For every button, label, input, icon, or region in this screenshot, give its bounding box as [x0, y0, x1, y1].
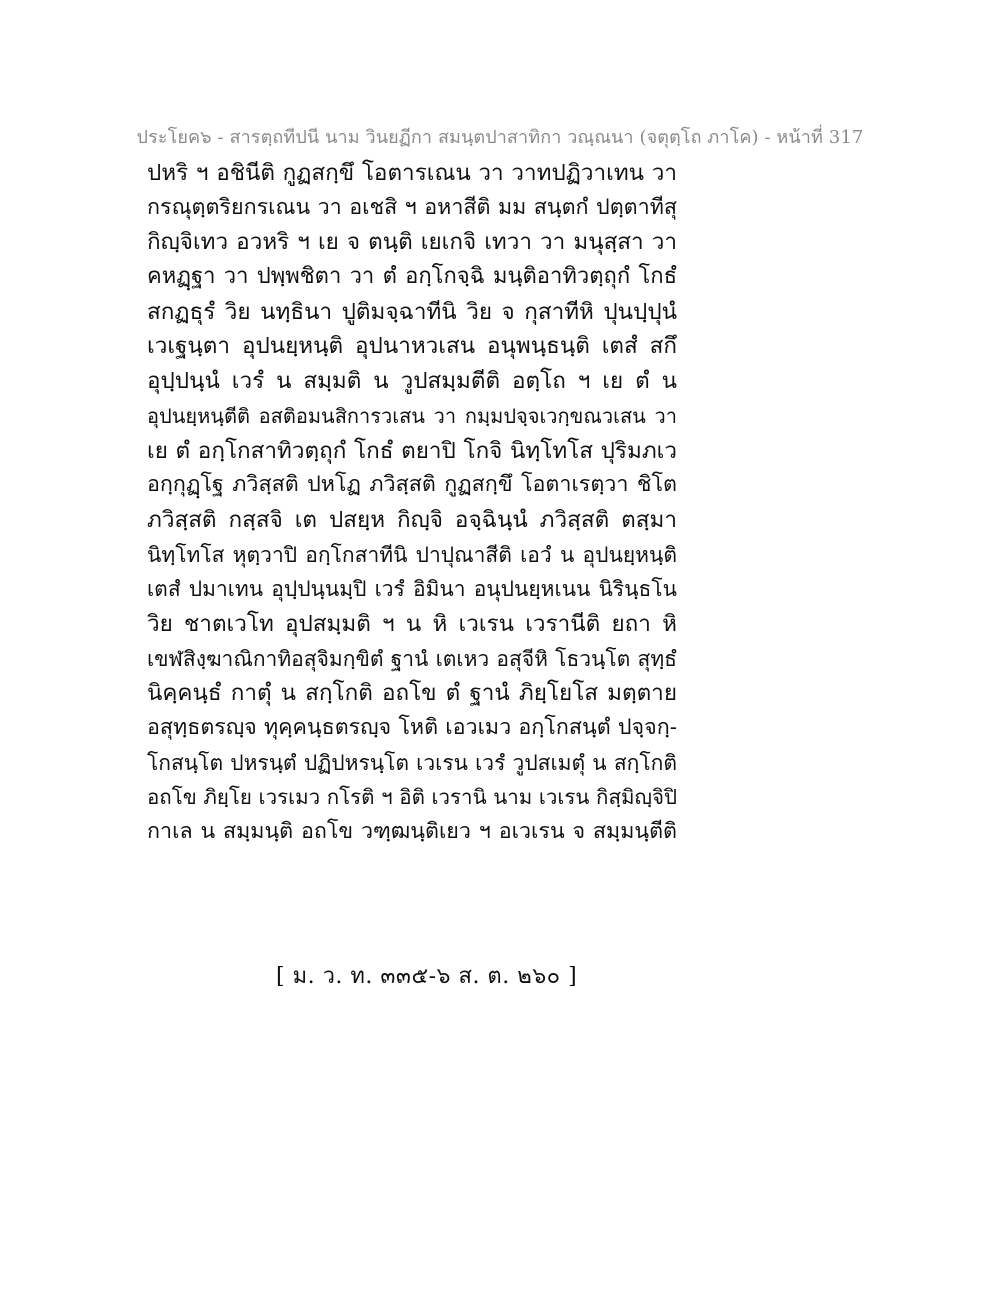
text-line: เย ตํ อกฺโกสาทิวตฺถุกํ โกธํ ตยาปิ โกจิ นิทฺโทโส ปุริมภเว: [147, 437, 677, 464]
text-line: เขฬสิงฺฆาณิกาทิอสุจิมกฺขิตํ ฐานํ เตเหว อสุจีหิ โธวนฺโต สุทฺธํ: [147, 646, 677, 671]
scripture-reference: [ ม. ว. ท. ๓๓๕-๖ ส. ต. ๒๖๐ ]: [276, 964, 578, 989]
text-line: อถโข ภิยฺโย เวรเมว กโรติ ฯ อิติ เวรานิ นาม เวเรน กิสฺมิญฺจิปิ: [147, 785, 677, 810]
text-line: อุปฺปนฺนํ เวรํ น สมฺมติ น วูปสมฺมตีติ อตฺโถ ฯ เย ตํ น: [147, 368, 677, 395]
text-line: คหฏฺฐา วา ปพฺพชิตา วา ตํ อกฺโกจฺฉิ มนฺติอาทิวตฺถุกํ โกธํ: [147, 264, 677, 290]
text-line: ภวิสฺสติ กสฺสจิ เต ปสยฺห กิญฺจิ อจฺฉินฺนํ ภวิสฺสติ ตสฺมา: [147, 506, 677, 533]
body-text: [147, 156, 677, 850]
text-line: สกฏธุรํ วิย นทฺธินา ปูติมจฺฉาทีนิ วิย จ กุสาทีหิ ปุนปฺปุนํ: [147, 298, 677, 325]
text-line: เตสํ ปมาเทน อุปฺปนฺนมฺปิ เวรํ อิมินา อนุปนยฺหเนน นิรินฺธโน: [147, 577, 677, 602]
text-line: วิย ชาตเวโท อุปสมฺมติ ฯ น หิ เวเรน เวรานีติ ยถา หิ: [147, 610, 677, 637]
text-line: อกฺกุฏฺโฐ ภวิสฺสติ ปหโฏ ภวิสฺสติ กูฏสกฺขึ โอตาเรตฺวา ชิโต: [147, 472, 677, 498]
text-line: นิคฺคนฺธํ กาตุํ น สกฺโกติ อถโข ตํ ฐานํ ภิยฺโยโส มตฺตาย: [147, 680, 677, 707]
text-line: กิญฺจิเทว อวหริ ฯ เย จ ตนฺติ เยเกจิ เทวา วา มนุสฺสา วา: [147, 229, 677, 256]
running-header: ประโยค๖ - สารตฺถทีปนี นาม วินยฏีกา สมนฺตปาสาทิกา วณฺณนา (จตุตฺโถ ภาโค) - หน้าที่ 317: [136, 127, 864, 148]
text-line: เวเฐนฺตา อุปนยฺหนฺติ อุปนาหวเสน อนุพนฺธนฺติ เตสํ สกึ: [147, 333, 677, 360]
text-line: อสุทฺธตรญฺจ ทุคฺคนฺธตรญฺจ โหติ เอวเมว อกฺโกสนฺตํ ปจฺจกฺ-: [147, 715, 677, 740]
text-line: กาเล น สมฺมนฺติ อถโข วฑฺฒนฺติเยว ฯ อเวเรน จ สมฺมนฺตีติ: [147, 819, 677, 845]
text-line: นิทฺโทโส หุตฺวาปิ อกฺโกสาทีนิ ปาปุณาสีติ เอวํ น อุปนยฺหนฺติ: [147, 542, 677, 567]
text-line: กรณุตฺตริยกรเณน วา อเชสิ ฯ อหาสีติ มม สนฺตกํ ปตฺตาทีสุ: [147, 194, 677, 220]
text-line: โกสนฺโต ปหรนฺตํ ปฏิปหรนฺโต เวเรน เวรํ วูปสเมตุํ น สกฺโกติ: [147, 750, 677, 775]
text-line: ปหริ ฯ อชินีติ กูฏสกฺขึ โอตารเณน วา วาทปฏิวาเทน วา: [147, 160, 677, 186]
text-line: อุปนยฺหนฺตีติ อสติอมนสิการวเสน วา กมฺมปจฺจเวกฺขณวเสน วา: [147, 403, 677, 428]
